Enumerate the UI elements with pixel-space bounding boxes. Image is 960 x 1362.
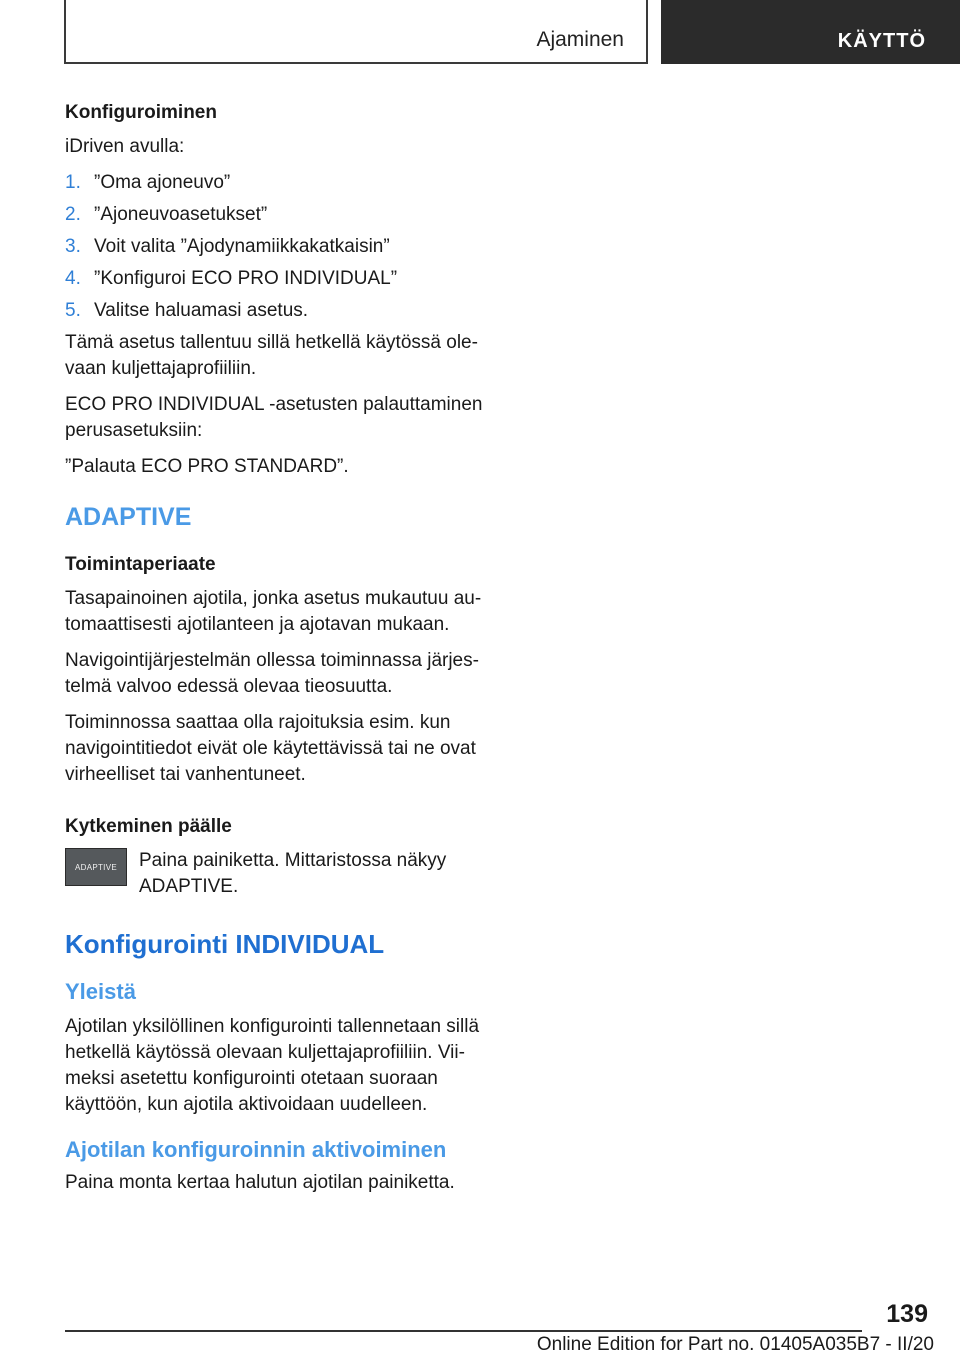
step-number: 3.: [65, 236, 81, 257]
activate-text: Paina monta kertaa halutun ajotilan painiketta.: [65, 1172, 455, 1193]
individual-heading: Konfigurointi INDIVIDUAL: [65, 929, 385, 959]
adaptive-button-label: ADAPTIVE: [75, 862, 117, 872]
adaptive-paragraph-3: Toiminnossa saattaa olla rajoituksia esim. kun navigointitiedot eivät ole käytettävissä tai ne ovat virheelliset tai vanhentuneet.: [65, 712, 476, 785]
list-item: [65, 298, 485, 324]
step-text: ”Konfiguroi ECO PRO INDIVIDUAL”: [94, 268, 398, 289]
step-text: ”Oma ajoneuvo”: [94, 172, 231, 193]
list-item: [65, 234, 485, 260]
adaptive-paragraph-1: Tasapainoinen ajotila, jonka asetus mukautuu automaattisesti ajotilanteen ja ajotavan mukaan.: [65, 588, 482, 635]
configure-heading: Konfiguroiminen: [65, 102, 217, 123]
general-text: Ajotilan yksilöllinen konfigurointi tallennetaan sillä hetkellä käytössä olevaan kuljettajaprofiiliin. Viimeksi asetettu konfigurointi otetaan suoraan käyttöön, kun ajotila aktivoidaan uudelleen.: [65, 1016, 480, 1115]
header-chapter-title: KÄYTTÖ: [837, 30, 926, 52]
switch-on-row: [65, 848, 485, 900]
configure-intro: iDriven avulla:: [65, 136, 185, 157]
list-item: [65, 266, 485, 292]
footer-edition: Online Edition for Part no. 01405A035B7 - II/20: [536, 1334, 934, 1355]
header-section-title: Ajaminen: [536, 28, 624, 51]
configure-steps: [65, 170, 485, 324]
list-item: [65, 202, 485, 228]
step-number: 4.: [65, 268, 81, 289]
adaptive-button-icon: [65, 848, 127, 886]
footer-divider: [65, 1330, 862, 1332]
general-heading: Yleistä: [65, 979, 136, 1004]
principle-heading: Toimintaperiaate: [65, 554, 216, 575]
configure-note-2: ECO PRO INDIVIDUAL -asetusten palauttaminen perusasetuksiin:: [65, 394, 483, 441]
switch-on-text: Paina painiketta. Mittaristossa näkyy ADAPTIVE.: [139, 850, 447, 897]
step-number: 5.: [65, 300, 81, 321]
step-text: Valitse haluamasi asetus.: [94, 300, 309, 321]
step-text: ”Ajoneuvoasetukset”: [94, 204, 268, 225]
list-item: [65, 170, 485, 196]
step-number: 1.: [65, 172, 81, 193]
configure-note-1: Tämä asetus tallentuu sillä hetkellä käytössä olevaan kuljettajaprofiiliin.: [65, 332, 478, 379]
page-number: 139: [886, 1300, 928, 1328]
header-section-box: [64, 0, 648, 64]
page-content: [65, 100, 485, 1206]
adaptive-heading: ADAPTIVE: [65, 503, 192, 531]
activate-heading: Ajotilan konfiguroinnin aktivoiminen: [65, 1137, 447, 1162]
switch-on-heading: Kytkeminen päälle: [65, 816, 232, 837]
header-chapter-box: [661, 0, 960, 64]
step-number: 2.: [65, 204, 81, 225]
adaptive-paragraph-2: Navigointijärjestelmän ollessa toiminnassa järjestelmä valvoo edessä olevaa tieosuutta.: [65, 650, 479, 697]
step-text: Voit valita ”Ajodynamiikkakatkaisin”: [94, 236, 390, 257]
configure-note-3: ”Palauta ECO PRO STANDARD”.: [65, 456, 349, 477]
